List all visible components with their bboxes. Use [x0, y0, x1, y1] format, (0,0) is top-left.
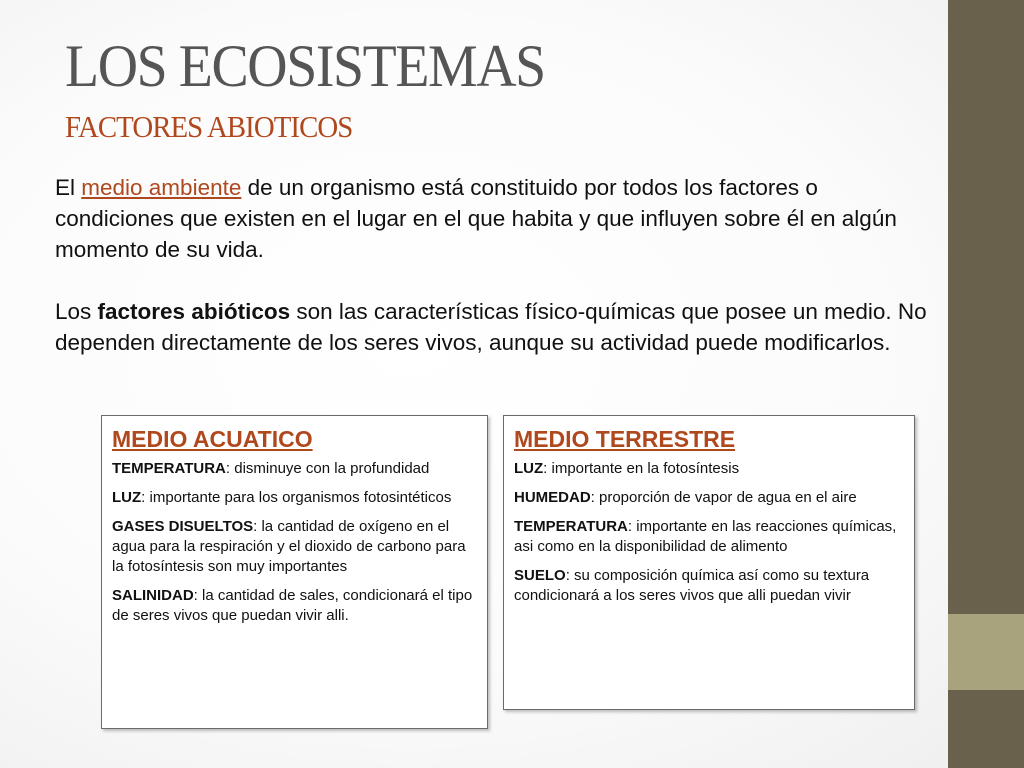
factor-term: SUELO	[514, 567, 566, 584]
intro-p2-after: son las características físico-químicas que posee un medio. No dependen directamente de los seres vivos, aunque su actividad puede modificarlos.	[55, 299, 927, 355]
sidebar-accent-block	[948, 614, 1024, 690]
medio-acuatico-heading: MEDIO ACUATICO	[112, 426, 313, 452]
factor-term: TEMPERATURA	[112, 460, 226, 477]
factor-desc: : importante en las reacciones químicas, asi como en la disponibilidad de alimento	[514, 518, 897, 555]
medio-terrestre-box	[503, 415, 915, 710]
terrestrial-factor-temperatura	[514, 517, 904, 557]
aquatic-factor-luz	[112, 488, 477, 508]
factor-desc: : la cantidad de sales, condicionará el tipo de seres vivos que puedan vivir alli.	[112, 587, 473, 624]
factor-desc: : importante en la fotosíntesis	[543, 460, 740, 477]
slide-subtitle: FACTORES ABIOTICOS	[65, 109, 353, 144]
factor-desc: : su composición química así como su textura condicionará a los seres vivos que alli puedan vivir	[514, 567, 870, 604]
medio-ambiente-link[interactable]: medio ambiente	[81, 175, 242, 200]
terrestrial-factor-suelo	[514, 566, 904, 606]
factor-term: LUZ	[514, 460, 544, 477]
intro-p2-before: Los	[55, 299, 98, 324]
terrestrial-factor-luz	[514, 459, 904, 479]
intro-paragraph-1	[55, 172, 935, 265]
factor-term: LUZ	[112, 489, 142, 506]
intro-p1-before: El	[55, 175, 82, 200]
medio-acuatico-box	[101, 415, 488, 729]
terrestrial-factor-humedad	[514, 488, 904, 508]
factor-term: GASES DISUELTOS	[112, 518, 254, 535]
intro-text	[55, 172, 935, 358]
intro-p1-after: de un organismo está constituido por todos los factores o condiciones que existen en el lugar en el que habita y que influyen sobre él en algún momento de su vida.	[55, 175, 897, 262]
factor-term: HUMEDAD	[514, 489, 591, 506]
intro-paragraph-2	[55, 296, 935, 358]
factor-term: TEMPERATURA	[514, 518, 628, 535]
aquatic-factor-salinidad	[112, 586, 477, 626]
factor-term: SALINIDAD	[112, 587, 194, 604]
factor-desc: : disminuye con la profundidad	[225, 460, 430, 477]
aquatic-factor-gases	[112, 517, 477, 577]
medio-terrestre-heading: MEDIO TERRESTRE	[514, 426, 736, 452]
slide-title: LOS ECOSISTEMAS	[65, 33, 545, 99]
factor-desc: : importante para los organismos fotosintéticos	[141, 489, 452, 506]
factor-desc: : la cantidad de oxígeno en el agua para la respiración y el dioxido de carbono para la fotosíntesis son muy importantes	[112, 518, 466, 575]
factor-desc: : proporción de vapor de agua en el aire	[590, 489, 857, 506]
intro-p2-bold: factores abióticos	[97, 299, 291, 324]
aquatic-factor-temperatura	[112, 459, 477, 479]
